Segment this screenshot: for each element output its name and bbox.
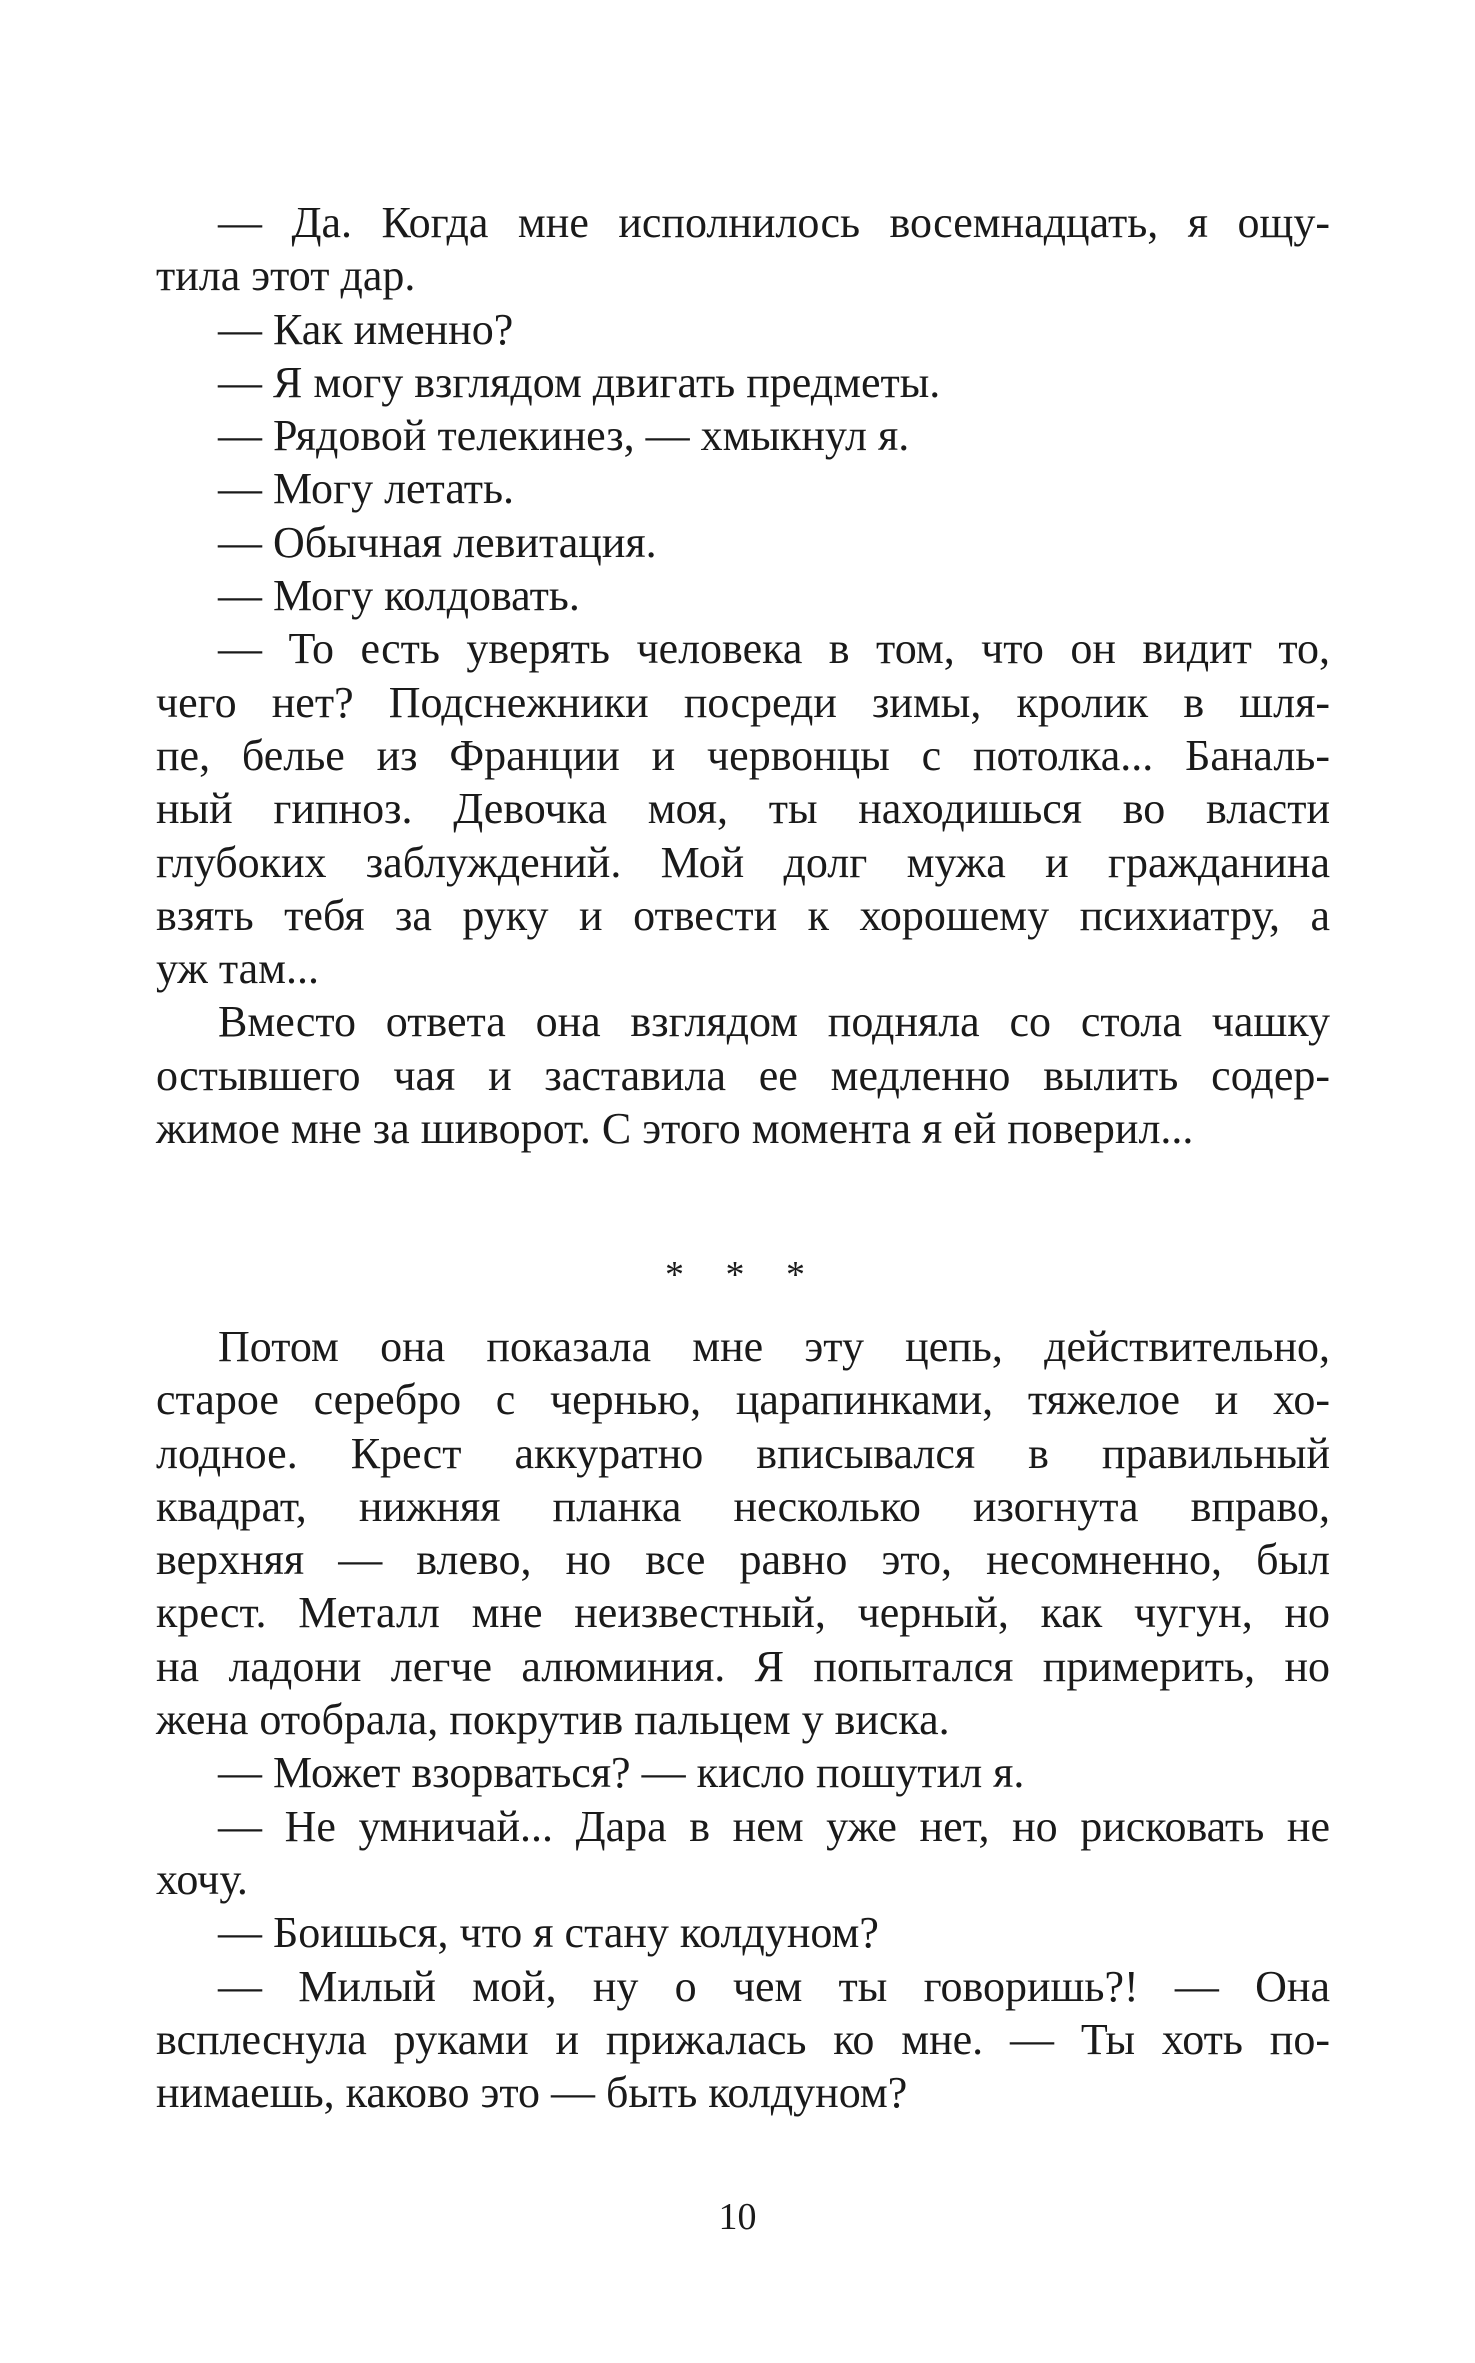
- text-line: жимое мне за шиворот. С этого момента я ей поверил...: [156, 1104, 1194, 1154]
- text-line: — Боишься, что я стану колдуном?: [218, 1908, 879, 1958]
- text-block-bottom: [156, 1320, 1330, 2119]
- text-line: — То есть уверять человека в том, что он видит то,: [218, 624, 1330, 674]
- text-line: глубоких заблуждений. Мой долг мужа и гражданина: [156, 837, 1330, 887]
- text-line: ный гипноз. Девочка моя, ты находишься во власти: [156, 784, 1330, 834]
- text-line: — Могу летать.: [218, 464, 515, 514]
- text-line: крест. Металл мне неизвестный, черный, как чугун, но: [156, 1588, 1330, 1638]
- text-line: лодное. Крест аккуратно вписывался в правильный: [156, 1428, 1330, 1478]
- text-line: — Я могу взглядом двигать предметы.: [218, 357, 941, 407]
- text-line: — Не умничай... Дара в нем уже нет, но рисковать не: [218, 1801, 1330, 1851]
- text-line: пе, белье из Франции и червонцы с потолка... Баналь-: [156, 730, 1330, 780]
- text-line: — Обычная левитация.: [218, 517, 657, 567]
- text-line: — Да. Когда мне исполнилось восемнадцать, я ощу-: [218, 198, 1330, 247]
- text-line: всплеснула руками и прижалась ко мне. — Ты хоть по-: [156, 2014, 1330, 2064]
- text-line: нимаешь, каково это — быть колдуном?: [156, 2068, 908, 2118]
- text-line: Потом она показала мне эту цепь, действительно,: [218, 1322, 1330, 1371]
- text-line: остывшего чая и заставила ее медленно вылить содер-: [156, 1050, 1330, 1100]
- text-line: на ладони легче алюминия. Я попытался примерить, но: [156, 1641, 1330, 1691]
- text-line: верхняя — влево, но все равно это, несомненно, был: [156, 1535, 1330, 1585]
- text-line: тила этот дар.: [156, 251, 416, 301]
- text-line: квадрат, нижняя планка несколько изогнута вправо,: [156, 1481, 1330, 1531]
- text-line: Вместо ответа она взглядом подняла со стола чашку: [218, 997, 1330, 1047]
- text-line: хочу.: [156, 1854, 248, 1904]
- text-line: чего нет? Подснежники посреди зимы, кролик в шля-: [156, 677, 1330, 727]
- page-number: 10: [718, 2196, 757, 2238]
- text-line: жена отобрала, покрутив пальцем у виска.: [156, 1695, 950, 1745]
- text-line: — Милый мой, ну о чем ты говоришь?! — Она: [218, 1961, 1330, 2011]
- text-line: — Как именно?: [218, 304, 514, 354]
- book-page: [156, 196, 1330, 2118]
- text-line: — Может взорваться? — кисло пошутил я.: [218, 1748, 1025, 1798]
- text-line: старое серебро с чернью, царапинками, тяжелое и хо-: [156, 1375, 1330, 1425]
- text-line: — Могу колдовать.: [218, 571, 580, 621]
- section-separator: * * *: [665, 1254, 821, 1296]
- text-line: — Рядовой телекинез, — хмыкнул я.: [218, 411, 910, 461]
- text-line: уж там...: [156, 944, 319, 994]
- text-line: взять тебя за руку и отвести к хорошему психиатру, а: [156, 890, 1330, 940]
- text-block-top: [156, 196, 1330, 1155]
